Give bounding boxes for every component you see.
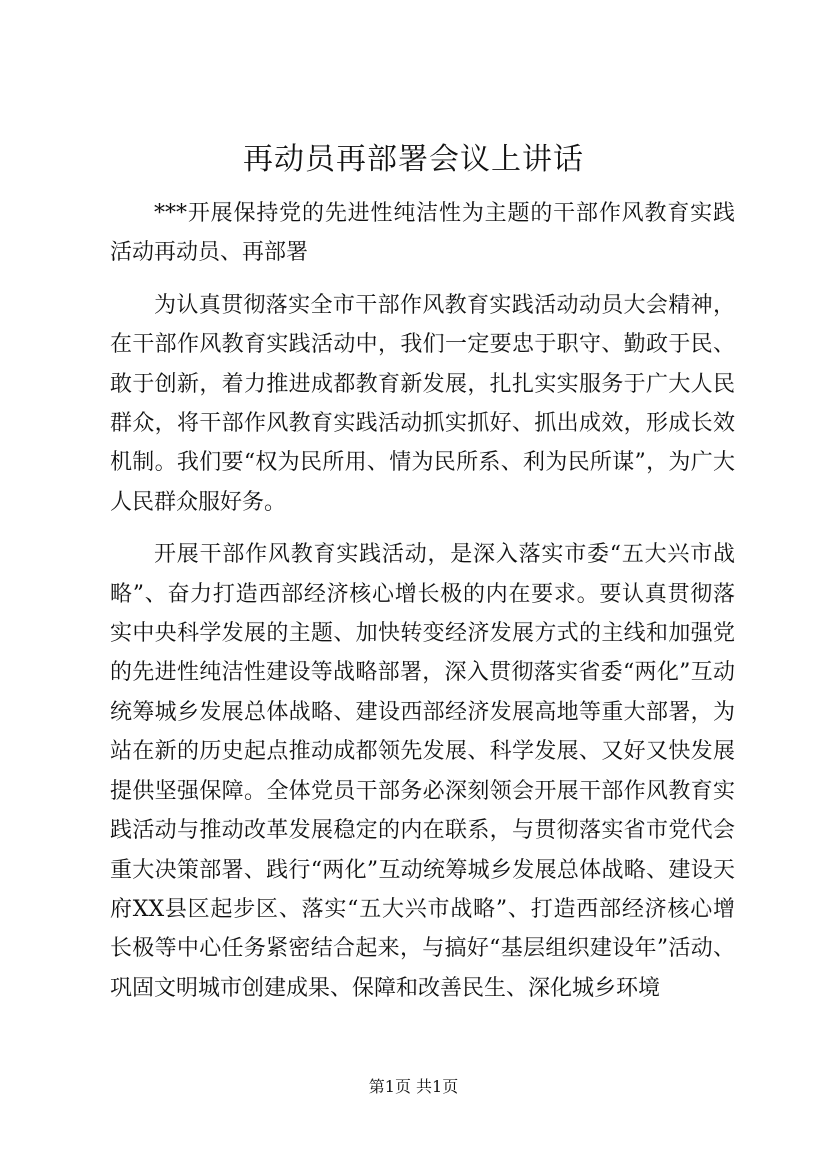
document-title: 再动员再部署会议上讲话	[243, 142, 584, 177]
paragraph-spirit: 为认真贯彻落实全市干部作风教育实践活动动员大会精神，在干部作风教育实践活动中，我们一定要忠于职守、勤政于民、敢于创新，着力推进成都教育新发展，扎扎实实服务于广大人民群众，将干部作风教育实践活动抓实抓好、抓出成效，形成长效机制。我们要“权为民所用、情为民所系、利为民所谋”，为广大人民群众服好务。	[110, 292, 735, 515]
paragraph-intro: ***开展保持党的先进性纯洁性为主题的干部作风教育实践活动再动员、再部署	[110, 201, 735, 266]
page-number-footer: 第1页 共1页	[368, 1077, 459, 1096]
document-body	[110, 194, 735, 1008]
paragraph-requirements: 开展干部作风教育实践活动，是深入落实市委“五大兴市战略”、奋力打造西部经济核心增长极的内在要求。要认真贯彻落实中央科学发展的主题、加快转变经济发展方式的主线和加强党的先进性纯洁性建设等战略部署，深入贯彻落实省委“两化”互动统筹城乡发展总体战略、建设西部经济发展高地等重大部署，为站在新的历史起点推动成都领先发展、科学发展、又好又快发展提供坚强保障。全体党员干部务必深刻领会开展干部作风教育实践活动与推动改革发展稳定的内在联系，与贯彻落实省市党代会重大决策部署、践行“两化”互动统筹城乡发展总体战略、建设天府XX县区起步区、落实“五大兴市战略”、打造西部经济核心增长极等中心任务紧密结合起来，与搞好“基层组织建设年”活动、巩固文明城市创建成果、保障和改善民生、深化城乡环境	[110, 542, 735, 1001]
